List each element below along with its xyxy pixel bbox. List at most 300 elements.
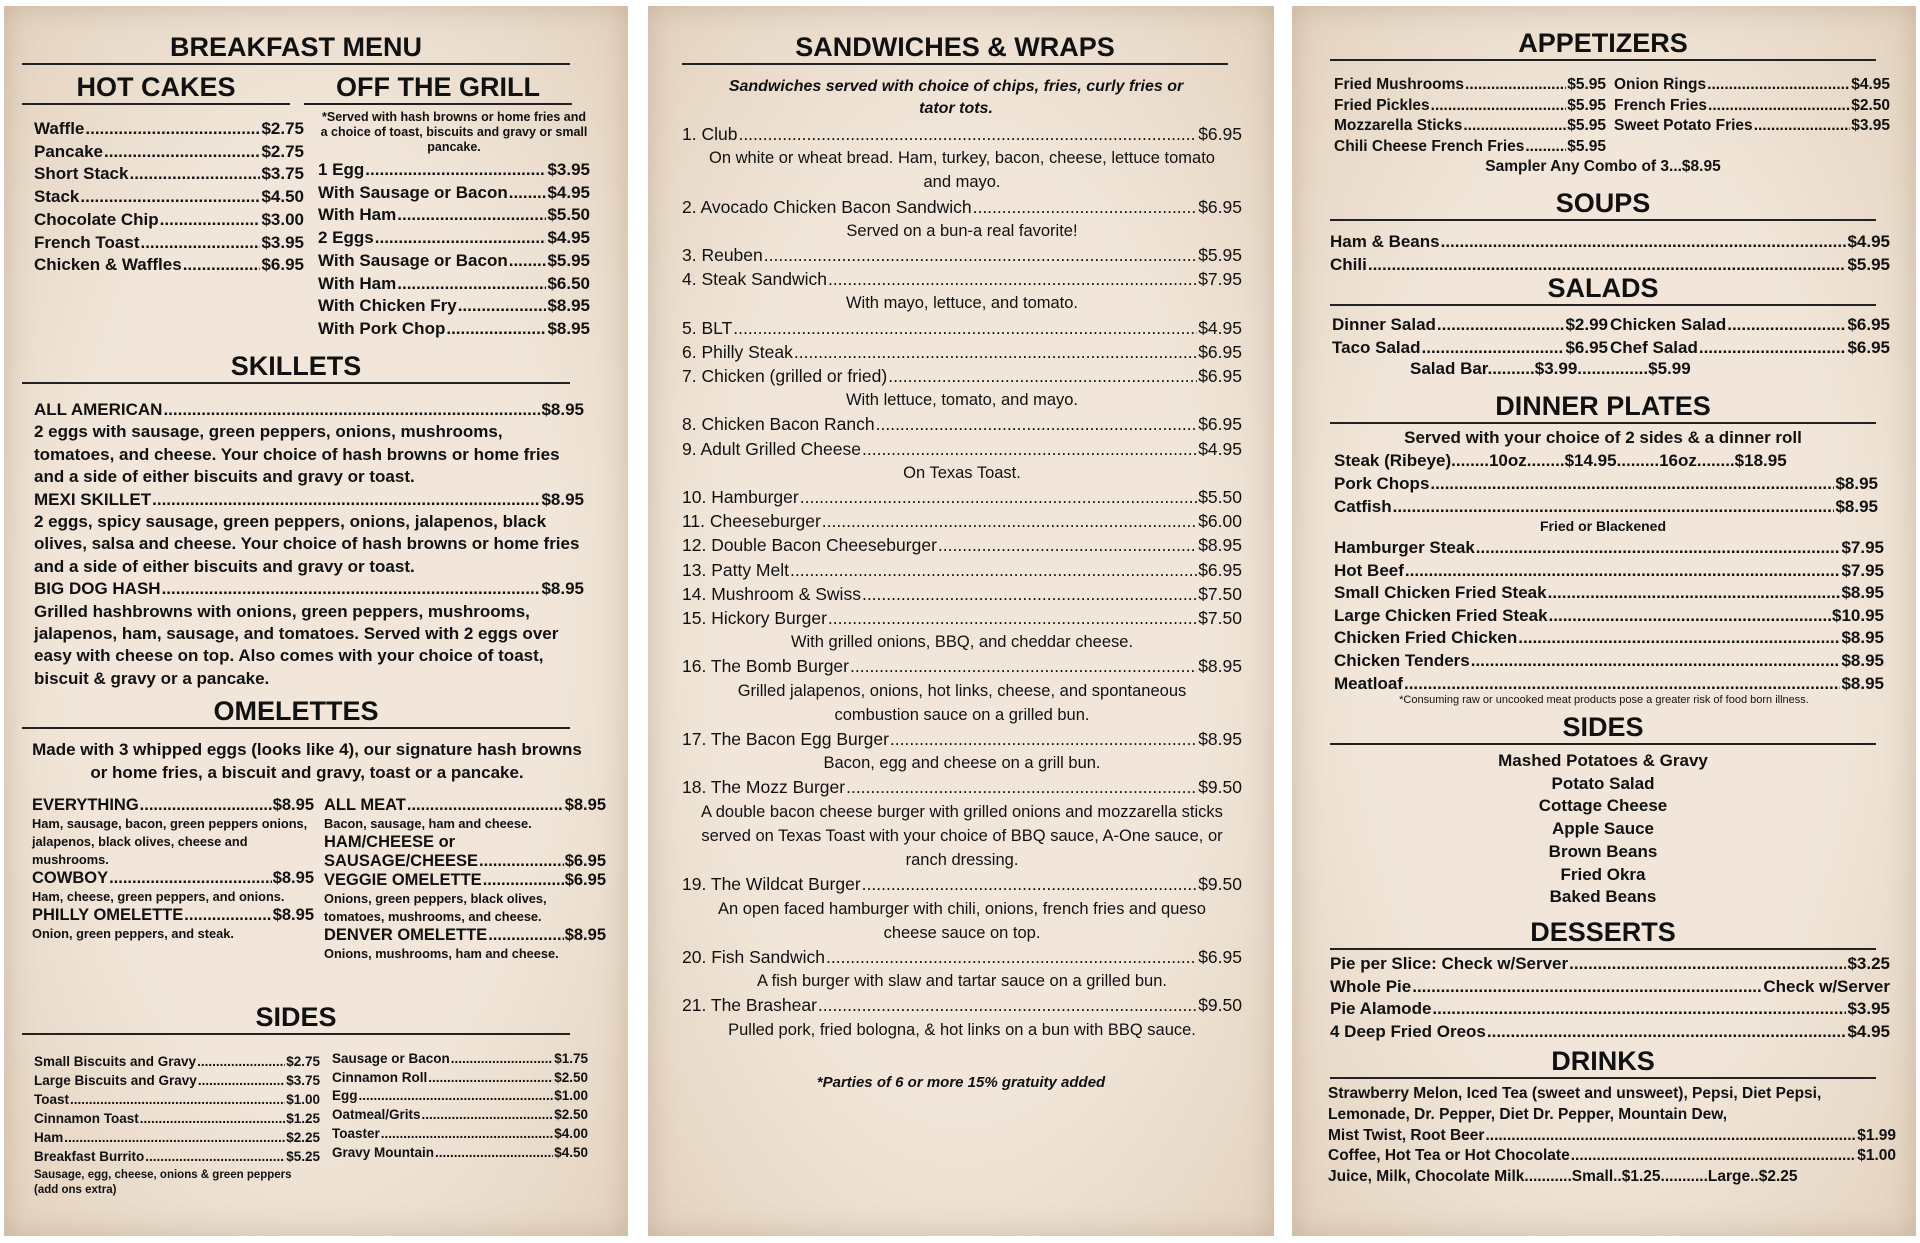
item-price: $1.00 <box>286 1092 320 1107</box>
item-name: 4 Deep Fried Oreos <box>1330 1021 1486 1041</box>
leader-dots <box>140 1109 285 1128</box>
item-price: $8.95 <box>1198 535 1242 556</box>
omelette-desc: Bacon, sausage, ham and cheese. <box>324 816 532 831</box>
item-name: Sweet Potato Fries <box>1614 117 1753 134</box>
leader-dots <box>397 204 546 227</box>
leader-dots <box>890 727 1197 751</box>
leader-dots <box>152 489 540 511</box>
skillet-desc: 2 eggs, spicy sausage, green peppers, onions, jalapenos, black olives, salsa and cheese. Your choice of hash browns or home fries and a side of either biscuits and gravy or toast. <box>34 512 580 576</box>
menu-item <box>1330 1021 1890 1044</box>
item-price: $6.95 <box>1847 337 1890 357</box>
item-price: $2.50 <box>554 1069 588 1085</box>
item-name: With Chicken Fry <box>318 296 457 316</box>
item-name: Oatmeal/Grits <box>332 1107 421 1123</box>
item-name: 18. The Mozz Burger <box>682 777 846 798</box>
menu-item <box>318 250 590 273</box>
sandwich-desc: Bacon, egg and cheese on a grill bun. <box>823 754 1101 773</box>
menu-item <box>1334 582 1884 605</box>
item-price: $5.95 <box>1567 137 1606 155</box>
menu-item <box>1334 605 1884 628</box>
menu-item <box>1330 231 1890 254</box>
sandwich-item <box>682 582 1242 606</box>
gratuity-note: *Parties of 6 or more 15% gratuity added <box>816 1074 1106 1091</box>
leader-dots <box>85 118 260 141</box>
leader-dots <box>1518 627 1840 650</box>
sandwich-item <box>682 872 1242 896</box>
omelette-item <box>324 871 606 890</box>
item-name: VEGGIE OMELETTE <box>324 871 482 889</box>
dinner-panel <box>1292 6 1916 1236</box>
item-price: $8.95 <box>541 579 584 599</box>
leader-dots <box>733 316 1197 340</box>
item-name: Mozzarella Sticks <box>1334 117 1463 134</box>
sandwich-desc: On Texas Toast. <box>903 463 1021 482</box>
menu-item <box>1614 96 1890 117</box>
leader-dots <box>140 232 260 255</box>
item-name: PHILLY OMELETTE <box>32 906 184 924</box>
item-price: $2.75 <box>286 1054 320 1069</box>
skillet-item <box>34 489 584 511</box>
item-price: $9.50 <box>1198 777 1242 798</box>
item-name: 9. Adult Grilled Cheese <box>682 438 861 459</box>
omelette-desc: Onions, green peppers, black olives, tomatoes, mushrooms, and cheese. <box>324 891 547 924</box>
menu-item <box>332 1087 588 1106</box>
item-price: $8.95 <box>1841 673 1884 693</box>
item-name: Onion Rings <box>1614 76 1707 93</box>
item-name: 2 Eggs <box>318 228 374 248</box>
sandwiches-list <box>682 122 1242 1042</box>
item-price: $3.75 <box>261 164 304 184</box>
leader-dots <box>1405 560 1841 583</box>
leader-dots <box>446 318 546 341</box>
leader-dots <box>104 141 260 164</box>
sandwich-item <box>682 316 1242 340</box>
item-name: Taco Salad <box>1332 337 1421 357</box>
item-name: Hamburger Steak <box>1334 538 1475 557</box>
skillet-desc: 2 eggs with sausage, green peppers, onions, mushrooms, tomatoes, and cheese. Your choice of hash browns or home fries and a side of either biscuits and gravy or toast. <box>34 422 560 487</box>
leader-dots <box>381 1125 553 1144</box>
item-price: $6.95 <box>261 255 304 275</box>
side-item: Baked Beans <box>1549 887 1657 907</box>
menu-item <box>34 1128 320 1147</box>
item-name: Whole Pie <box>1330 976 1412 996</box>
item-name: MEXI SKILLET <box>34 489 152 509</box>
item-price: $8.95 <box>564 926 606 944</box>
sandwich-item <box>682 775 1242 799</box>
menu-item <box>332 1069 588 1088</box>
leader-dots <box>435 1144 553 1163</box>
item-price: $7.95 <box>1198 269 1242 290</box>
catfish-note: Fried or Blackened <box>1539 518 1667 534</box>
item-name: 4. Steak Sandwich <box>682 269 827 290</box>
item-price: $8.95 <box>1835 474 1878 493</box>
item-price: $2.99 <box>1565 315 1608 334</box>
item-name: 13. Patty Melt <box>682 559 789 580</box>
item-price: $8.95 <box>1198 729 1242 750</box>
leader-dots <box>458 295 547 318</box>
item-price: $5.50 <box>1198 487 1242 508</box>
leader-dots <box>407 796 564 815</box>
item-price: $2.50 <box>554 1107 588 1123</box>
steak-size-1: 10oz <box>1488 451 1527 470</box>
leader-dots <box>70 1090 285 1109</box>
omelette-item <box>32 906 314 925</box>
item-price: $8.95 <box>1198 656 1242 677</box>
item-price: $2.50 <box>1851 96 1890 114</box>
leader-dots <box>140 796 272 815</box>
leader-dots <box>1431 96 1567 117</box>
leader-dots <box>1430 473 1834 496</box>
leader-dots <box>483 871 564 890</box>
leader-dots <box>888 364 1197 388</box>
item-price: $6.95 <box>1198 124 1242 144</box>
item-price: $8.95 <box>564 796 606 814</box>
leader-dots <box>826 945 1197 969</box>
drinks-title: DRINKS <box>1330 1046 1876 1079</box>
menu-item <box>1334 473 1878 496</box>
item-name: Chicken Tenders <box>1334 650 1470 670</box>
item-name: Chili Cheese French Fries <box>1334 137 1525 155</box>
item-name: Toaster <box>332 1125 380 1141</box>
item-price: $10.95 <box>1832 605 1884 625</box>
item-name: Large Biscuits and Gravy <box>34 1073 197 1088</box>
menu-item <box>34 232 304 255</box>
item-name: Cinnamon Roll <box>332 1069 428 1085</box>
sandwich-item <box>682 122 1242 146</box>
salad-bar-price-1: $3.99 <box>1534 359 1578 378</box>
item-price: $4.50 <box>554 1144 588 1160</box>
item-price: $1.75 <box>554 1051 588 1066</box>
leader-dots <box>365 159 546 182</box>
item-price: $6.95 <box>1198 946 1242 967</box>
sandwich-item <box>682 437 1242 461</box>
item-name: Chicken Salad <box>1610 315 1727 334</box>
item-price: $3.95 <box>261 232 304 252</box>
item-price: $5.95 <box>1567 117 1606 134</box>
omelette-desc: Onions, mushrooms, ham and cheese. <box>324 946 559 961</box>
skillet-item <box>34 399 584 421</box>
menu-item <box>1332 314 1608 337</box>
menu-item <box>318 204 590 227</box>
leader-dots <box>397 273 546 296</box>
hotcakes-title: HOT CAKES <box>22 72 290 105</box>
item-price: $2.75 <box>261 141 304 161</box>
item-price: $4.95 <box>1847 232 1890 251</box>
menu-item <box>1614 116 1890 137</box>
sandwich-item <box>682 340 1242 364</box>
item-price: Check w/Server <box>1763 976 1890 996</box>
omelettes-intro: Made with 3 whipped eggs (looks like 4), our signature hash browns or home fries, a biscuit and gravy, toast or a pancake. <box>32 740 582 782</box>
menu-item <box>1334 137 1606 158</box>
salads-left <box>1332 314 1608 359</box>
menu-item <box>34 1071 320 1090</box>
menu-item <box>1330 976 1890 999</box>
item-price: $8.95 <box>272 869 314 887</box>
item-price: $8.95 <box>547 296 590 316</box>
breakfast-sides-title: SIDES <box>22 1002 570 1035</box>
leader-dots <box>850 654 1197 678</box>
omelette-desc: Onion, green peppers, and steak. <box>32 926 234 941</box>
appetizers-sampler: Sampler Any Combo of 3...$8.95 <box>1485 158 1721 175</box>
leader-dots <box>764 243 1197 267</box>
item-price: $5.95 <box>547 250 590 270</box>
hotcakes-list <box>34 118 304 277</box>
grill-note: *Served with hash browns or home fries and a choice of toast, biscuits and gravy or small pancake. <box>320 110 588 154</box>
item-name: Stack <box>34 187 80 207</box>
leader-dots <box>145 1147 285 1166</box>
item-name: 10. Hamburger <box>682 487 799 508</box>
item-name: Large Chicken Fried Steak <box>1334 605 1548 625</box>
steak-line: Steak (Ribeye)........10oz........$14.95.........16oz........$18.95 <box>1334 451 1787 470</box>
item-name: Hot Beef <box>1334 560 1404 580</box>
leader-dots <box>488 926 564 945</box>
item-price: $8.95 <box>1841 628 1884 648</box>
item-name: Toast <box>34 1092 70 1107</box>
item-name: Pie per Slice: Check w/Server <box>1330 954 1569 973</box>
item-name: Gravy Mountain <box>332 1144 435 1160</box>
menu-item <box>1614 75 1890 96</box>
item-price: $5.25 <box>286 1149 320 1164</box>
item-name: BIG DOG HASH <box>34 579 161 599</box>
item-price: $8.95 <box>1841 650 1884 670</box>
item-price: $6.95 <box>564 871 606 889</box>
item-price: $9.50 <box>1198 874 1242 895</box>
leader-dots <box>1463 116 1566 137</box>
leader-dots <box>794 340 1197 364</box>
leader-dots <box>1699 337 1847 360</box>
side-item: Cottage Cheese <box>1538 796 1668 816</box>
item-name: Cinnamon Toast <box>34 1111 139 1126</box>
item-name: 17. The Bacon Egg Burger <box>682 729 889 750</box>
item-price: $5.50 <box>547 205 590 225</box>
item-price: $3.95 <box>1851 117 1890 134</box>
item-price: $8.95 <box>272 906 314 924</box>
leader-dots <box>183 254 261 277</box>
item-name: 7. Chicken (grilled or fried) <box>682 366 888 387</box>
item-name: French Toast <box>34 232 140 252</box>
sandwich-item <box>682 654 1242 678</box>
salad-bar-price-2: $5.99 <box>1648 359 1691 378</box>
menu-item <box>318 159 590 182</box>
steak-price-1: $14.95 <box>1564 451 1617 470</box>
sandwich-item <box>682 533 1242 557</box>
item-name: Small Biscuits and Gravy <box>34 1054 197 1069</box>
item-name: 14. Mushroom & Swiss <box>682 583 861 604</box>
omelette-item <box>324 926 606 945</box>
leader-dots <box>1422 337 1565 360</box>
item-name: 1 Egg <box>318 160 365 179</box>
salads-right <box>1610 314 1890 359</box>
sandwich-desc: Pulled pork, fried bologna, & hot links on a bun with BBQ sauce. <box>728 1020 1196 1039</box>
desserts-title: DESSERTS <box>1330 917 1876 950</box>
steak-price-2: $18.95 <box>1734 451 1787 470</box>
sandwich-desc: Served on a bun-a real favorite! <box>846 221 1078 240</box>
item-price: $6.95 <box>1565 337 1608 357</box>
item-price: $7.95 <box>1841 560 1884 580</box>
item-price: $6.95 <box>1847 315 1890 334</box>
leader-dots <box>64 1128 285 1147</box>
item-name: DENVER OMELETTE <box>324 926 488 944</box>
menu-item <box>34 1052 320 1071</box>
item-name: Meatloaf <box>1334 673 1403 693</box>
omelette-desc: Ham, sausage, bacon, green peppers onions, jalapenos, black olives, cheese and mushrooms. <box>32 816 308 867</box>
sandwich-item <box>682 364 1242 388</box>
item-price: $6.95 <box>564 852 606 870</box>
leader-dots <box>862 872 1198 896</box>
menu-item <box>1334 116 1606 137</box>
item-name: Fried Mushrooms <box>1334 76 1465 93</box>
omelette-item <box>32 869 314 888</box>
drinks-juice-line: Juice, Milk, Chocolate Milk ........... Small..$1.25 ........... Large..$2.25 <box>1328 1168 1798 1186</box>
leader-dots <box>846 775 1197 799</box>
leader-dots <box>160 209 261 232</box>
menu-item <box>34 1109 320 1128</box>
side-item: Potato Salad <box>1551 773 1655 793</box>
item-price: $5.95 <box>1567 96 1606 114</box>
leader-dots <box>1441 231 1847 254</box>
sandwich-desc: On white or wheat bread. Ham, turkey, bacon, cheese, lettuce tomato and mayo. <box>709 149 1215 192</box>
item-name: 8. Chicken Bacon Ranch <box>682 414 875 435</box>
leader-dots <box>1549 605 1831 628</box>
item-price: $1.25 <box>286 1111 320 1126</box>
appetizers-right <box>1614 75 1890 137</box>
item-price: $3.95 <box>547 160 590 179</box>
menu-item <box>1334 496 1878 519</box>
omelette-desc: Ham, cheese, green peppers, and onions. <box>32 889 285 904</box>
item-price: $4.95 <box>1847 1021 1890 1041</box>
leader-dots <box>800 485 1197 509</box>
menu-item <box>34 1147 320 1166</box>
item-name: Chocolate Chip <box>34 209 159 229</box>
breakfast-sides-right <box>332 1050 588 1162</box>
item-price: $8.95 <box>1835 496 1878 516</box>
leader-dots <box>1525 137 1566 158</box>
leader-dots <box>1412 976 1762 999</box>
item-name: With Sausage or Bacon <box>318 250 508 270</box>
menu-item <box>1334 75 1606 96</box>
menu-item <box>1334 96 1606 117</box>
leader-dots <box>1437 314 1565 337</box>
item-name: 1. Club <box>682 124 738 144</box>
sandwich-item <box>682 485 1242 509</box>
item-price: $2.25 <box>286 1130 320 1145</box>
appetizers-title: APPETIZERS <box>1330 28 1876 61</box>
menu-item <box>34 254 304 277</box>
item-name: Short Stack <box>34 164 129 184</box>
item-price: $6.95 <box>1198 341 1242 362</box>
item-price: $3.25 <box>1847 954 1890 973</box>
item-price: $3.75 <box>286 1073 320 1088</box>
leader-dots <box>1476 537 1841 560</box>
leader-dots <box>198 1071 285 1090</box>
salad-bar-line: Salad Bar..........$3.99...............$5.99 <box>1410 359 1691 378</box>
leader-dots <box>428 1069 553 1088</box>
leader-dots <box>738 122 1197 146</box>
sandwich-desc: With lettuce, tomato, and mayo. <box>845 391 1079 410</box>
item-name: EVERYTHING <box>32 796 139 814</box>
menu-item <box>1330 953 1890 976</box>
item-name: 3. Reuben <box>682 245 763 266</box>
drinks-soda-line: Mist Twist, Root Beer ..... $1.99 <box>1328 1126 1896 1147</box>
item-name: SAUSAGE/CHEESE <box>324 852 479 870</box>
sandwiches-panel <box>648 6 1274 1236</box>
item-name: 19. The Wildcat Burger <box>682 874 861 895</box>
item-price: $8.95 <box>541 489 584 509</box>
leader-dots <box>876 412 1198 436</box>
item-name: Pie Alamode <box>1330 999 1432 1019</box>
item-price: $5.95 <box>1847 254 1890 274</box>
menu-item <box>1334 560 1884 583</box>
skillets-list <box>34 399 584 690</box>
menu-item <box>318 318 590 341</box>
item-price: $8.95 <box>541 400 584 419</box>
leader-dots <box>451 1050 553 1069</box>
leader-dots <box>509 182 547 205</box>
item-price: $3.00 <box>261 209 304 229</box>
dinner-sides-list <box>1330 750 1876 909</box>
grill-list <box>318 159 590 341</box>
sandwich-desc: With grilled onions, BBQ, and cheddar cheese. <box>790 633 1134 652</box>
sandwich-item <box>682 412 1242 436</box>
item-price: $9.50 <box>1198 995 1242 1016</box>
leader-dots <box>1393 496 1835 519</box>
sandwich-item <box>682 606 1242 630</box>
menu-item <box>1330 998 1890 1021</box>
item-price: $6.95 <box>1198 196 1242 217</box>
item-price: $7.50 <box>1198 583 1242 604</box>
leader-dots <box>184 906 271 925</box>
leader-dots <box>422 1106 554 1125</box>
salads-title: SALADS <box>1330 273 1876 306</box>
item-price: $8.95 <box>547 318 590 338</box>
menu-item <box>318 182 590 205</box>
leader-dots <box>162 578 541 600</box>
drinks-block <box>1328 1084 1896 1188</box>
drinks-line-2: Lemonade, Dr. Pepper, Diet Dr. Pepper, Mountain Dew, <box>1328 1105 1728 1123</box>
leader-dots <box>359 1087 554 1106</box>
item-name: Breakfast Burrito <box>34 1149 145 1164</box>
item-price: $6.00 <box>1198 511 1242 532</box>
item-price: $4.50 <box>261 187 304 207</box>
item-price: $3.95 <box>1847 999 1890 1019</box>
item-name: 5. BLT <box>682 317 733 338</box>
dinner-plates-title: DINNER PLATES <box>1330 391 1876 424</box>
item-name: With Ham <box>318 273 397 293</box>
menu-item <box>1610 314 1890 337</box>
item-name: Dinner Salad <box>1332 315 1436 334</box>
menu-item <box>332 1125 588 1144</box>
item-name: Catfish <box>1334 496 1392 516</box>
sandwich-desc: A double bacon cheese burger with grilled onions and mozzarella sticks served on Texas Toast with your choice of BBQ sauce, A-One sauce, or ranch dressing. <box>701 802 1223 870</box>
omelettes-left-col <box>32 796 314 943</box>
dinner-plates-list-2 <box>1334 537 1884 695</box>
sandwich-item <box>682 195 1242 219</box>
leader-dots <box>822 509 1197 533</box>
side-item: Mashed Potatoes & Gravy <box>1498 751 1708 770</box>
sandwich-desc: An open faced hamburger with chili, onions, french fries and queso cheese sauce on top. <box>718 899 1206 942</box>
sandwich-item <box>682 243 1242 267</box>
item-name: 6. Philly Steak <box>682 341 793 362</box>
menu-item <box>1610 337 1890 360</box>
item-name: Chicken & Waffles <box>34 255 182 275</box>
sandwich-item <box>682 509 1242 533</box>
leader-dots <box>818 993 1197 1017</box>
skillet-item <box>34 578 584 600</box>
leader-dots <box>80 186 260 209</box>
steak-size-2: 16oz <box>1659 451 1697 470</box>
item-price: $4.95 <box>1198 438 1242 459</box>
item-price: $8.95 <box>272 796 314 814</box>
